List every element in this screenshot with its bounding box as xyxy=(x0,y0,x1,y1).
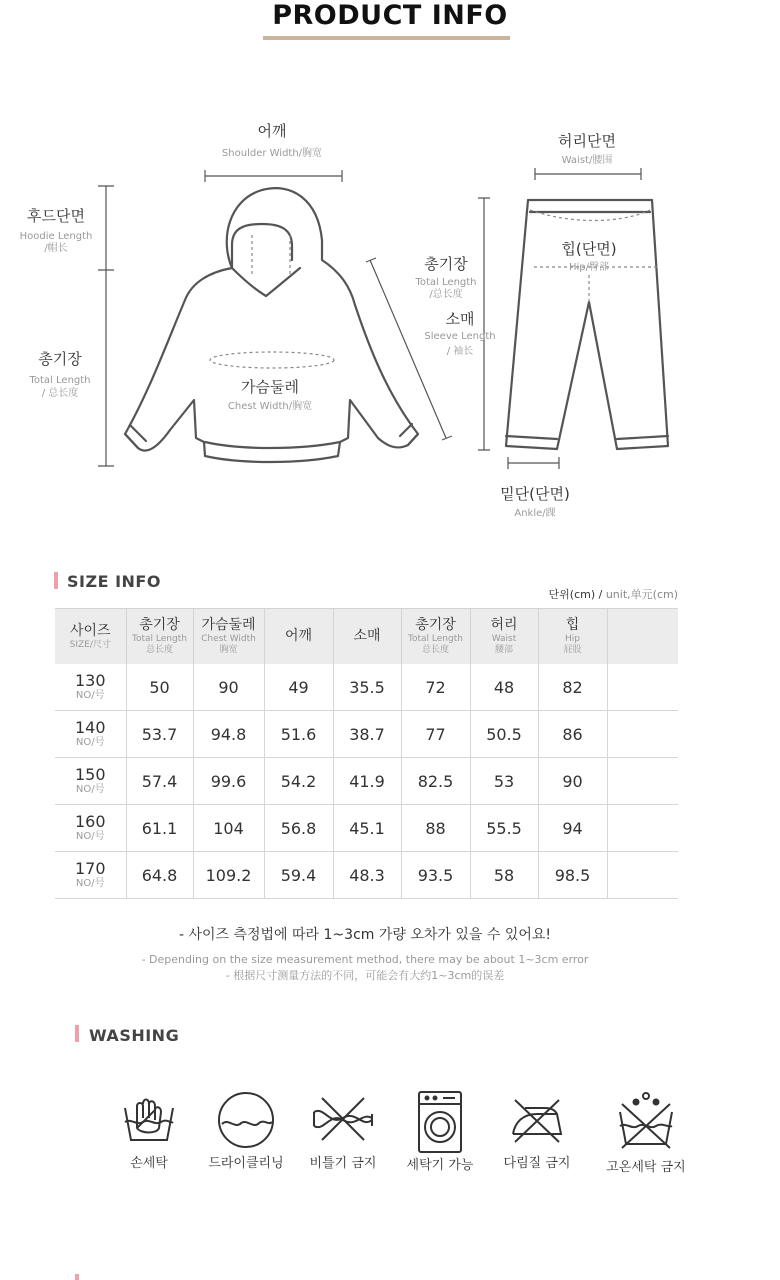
no-hot-wash-icon xyxy=(614,1090,678,1150)
table-cell: 93.5 xyxy=(401,852,470,899)
table-cell xyxy=(607,758,678,805)
washing-marker xyxy=(75,1025,79,1042)
wash-item-dry-clean xyxy=(196,1090,296,1171)
size-unit: NO/号 xyxy=(75,784,105,795)
header-waist: 허리 Waist 腰部 xyxy=(470,609,538,665)
table-row xyxy=(55,852,678,899)
unit-note-ko: 단위(cm) / xyxy=(548,588,603,601)
hip-label: 힙(단면) xyxy=(539,238,639,259)
hand-wash-icon xyxy=(119,1090,179,1146)
hip-label-en: Hip/臀部 xyxy=(568,262,609,273)
size-table-header xyxy=(55,609,678,665)
table-cell: 104 xyxy=(193,805,264,852)
no-iron-label: 다림질 금지 xyxy=(503,1156,571,1171)
table-cell: 88 xyxy=(401,805,470,852)
table-cell: 77 xyxy=(401,711,470,758)
table-cell: 49 xyxy=(264,664,333,711)
washing-machine-icon xyxy=(415,1090,465,1156)
table-cell: 61.1 xyxy=(126,805,193,852)
sleeve-label-cn: / 袖长 xyxy=(446,346,474,357)
wash-item-no-hot-wash xyxy=(594,1090,698,1175)
table-cell: 56.8 xyxy=(264,805,333,852)
size-unit: NO/号 xyxy=(75,737,105,748)
table-cell: 53.7 xyxy=(126,711,193,758)
table-cell: 50 xyxy=(126,664,193,711)
washing-title: WASHING xyxy=(89,1026,180,1045)
header-empty xyxy=(607,609,678,665)
table-cell: 82.5 xyxy=(401,758,470,805)
dry-clean-icon xyxy=(216,1090,276,1150)
size-cell xyxy=(55,664,126,711)
hood-inner xyxy=(232,224,292,268)
size-value: 140 xyxy=(74,718,106,737)
table-cell: 53 xyxy=(470,758,538,805)
table-cell: 59.4 xyxy=(264,852,333,899)
shoulder-measure-line xyxy=(205,170,342,182)
header-chest: 가슴둘레 Chest Width 胸宽 xyxy=(193,609,264,665)
table-cell: 99.6 xyxy=(193,758,264,805)
chest-dashed-line xyxy=(210,352,334,368)
title-underline xyxy=(263,36,510,40)
waist-label-en: Waist/腰围 xyxy=(561,155,613,166)
ankle-measure-line xyxy=(508,457,559,469)
shoulder-label-en: Shoulder Width/胸宽 xyxy=(221,148,323,159)
pants-total-label: 총기장 xyxy=(424,255,468,273)
table-cell xyxy=(607,664,678,711)
pants-total-label-en: Total Length xyxy=(415,277,477,288)
table-row xyxy=(55,711,678,758)
table-cell: 55.5 xyxy=(470,805,538,852)
hood-label-en: Hoodie Length xyxy=(19,231,93,242)
hood-label: 후드단면 xyxy=(27,207,85,225)
size-cell xyxy=(55,711,126,758)
header-shoulder: 어깨 xyxy=(264,609,333,665)
size-note-en: - Depending on the size measurement method, there may be about 1~3cm error xyxy=(141,953,589,966)
top-total-label: 총기장 xyxy=(38,350,82,368)
table-cell: 51.6 xyxy=(264,711,333,758)
shoulder-label: 어깨 xyxy=(257,122,287,140)
header-top-total: 총기장 Total Length 总长度 xyxy=(126,609,193,665)
top-total-label-en: Total Length xyxy=(29,375,91,386)
chest-label-en: Chest Width/胸宽 xyxy=(227,401,313,412)
size-table xyxy=(55,608,678,899)
size-unit: NO/号 xyxy=(75,690,105,701)
wash-item-hand-wash xyxy=(99,1090,199,1171)
hood-label-cn: /帽长 xyxy=(44,243,68,254)
wash-item-washing-machine xyxy=(390,1090,490,1173)
table-cell xyxy=(607,852,678,899)
garment-diagram xyxy=(0,100,780,540)
pants-right-hem xyxy=(617,436,668,439)
table-cell: 58 xyxy=(470,852,538,899)
table-row xyxy=(55,664,678,711)
size-cell xyxy=(55,805,126,852)
table-cell: 48.3 xyxy=(333,852,401,899)
size-value: 170 xyxy=(74,859,106,878)
sleeve-label: 소매 xyxy=(445,310,475,328)
washing-machine-label: 세탁기 가능 xyxy=(406,1158,474,1173)
header-pants-total: 총기장 Total Length 总长度 xyxy=(401,609,470,665)
size-unit: NO/号 xyxy=(75,831,105,842)
table-cell: 94.8 xyxy=(193,711,264,758)
table-cell: 54.2 xyxy=(264,758,333,805)
size-info-marker xyxy=(54,572,58,589)
wash-item-no-wring xyxy=(293,1090,393,1171)
table-cell: 64.8 xyxy=(126,852,193,899)
table-cell: 90 xyxy=(538,758,607,805)
table-cell: 41.9 xyxy=(333,758,401,805)
waist-measure-line xyxy=(535,168,641,180)
table-cell: 82 xyxy=(538,664,607,711)
table-row xyxy=(55,805,678,852)
table-cell: 94 xyxy=(538,805,607,852)
chest-label: 가슴둘레 xyxy=(241,378,299,396)
header-sleeve: 소매 xyxy=(333,609,401,665)
table-cell: 50.5 xyxy=(470,711,538,758)
top-total-label-cn: / 总长度 xyxy=(41,388,79,399)
hood-dashed-box xyxy=(252,235,290,275)
no-iron-icon xyxy=(507,1090,567,1146)
table-cell: 38.7 xyxy=(333,711,401,758)
left-length-measure-line xyxy=(98,186,114,466)
dry-clean-label: 드라이클리닝 xyxy=(208,1156,284,1171)
table-row xyxy=(55,758,678,805)
header-size: 사이즈 SIZE/尺寸 xyxy=(55,609,126,665)
table-cell xyxy=(607,711,678,758)
hand-wash-label: 손세탁 xyxy=(130,1156,168,1171)
pants-left-hem xyxy=(506,436,557,439)
right-cuff xyxy=(400,424,418,445)
table-cell xyxy=(607,805,678,852)
table-cell: 109.2 xyxy=(193,852,264,899)
ankle-label: 밑단(단면) xyxy=(500,485,570,503)
ankle-label-en: Ankle/踝 xyxy=(514,508,556,519)
next-section-marker xyxy=(75,1274,79,1280)
table-cell: 98.5 xyxy=(538,852,607,899)
table-cell: 90 xyxy=(193,664,264,711)
table-cell: 72 xyxy=(401,664,470,711)
page-title: PRODUCT INFO xyxy=(272,0,508,31)
table-cell: 45.1 xyxy=(333,805,401,852)
table-cell: 57.4 xyxy=(126,758,193,805)
table-cell: 35.5 xyxy=(333,664,401,711)
sleeve-label-en: Sleeve Length xyxy=(424,331,496,342)
wash-item-no-iron xyxy=(487,1090,587,1171)
waist-label: 허리단면 xyxy=(558,132,616,150)
no-hot-wash-label: 고온세탁 금지 xyxy=(606,1160,686,1175)
header-hip: 힙 Hip 屁股 xyxy=(538,609,607,665)
size-info-title: SIZE INFO xyxy=(67,572,161,591)
size-note-cn: - 根据尺寸测量方法的不同，可能会有大约1~3cm的误差 xyxy=(225,969,505,982)
table-cell: 48 xyxy=(470,664,538,711)
size-note-ko: - 사이즈 측정법에 따라 1~3cm 가량 오차가 있을 수 있어요! xyxy=(178,927,552,943)
unit-note-en: unit,单元(cm) xyxy=(602,588,678,601)
size-cell xyxy=(55,852,126,899)
size-value: 130 xyxy=(74,671,106,690)
no-wring-icon xyxy=(310,1090,376,1146)
table-cell: 86 xyxy=(538,711,607,758)
pants-total-label-cn: /总长度 xyxy=(429,289,463,300)
hoodie-outline xyxy=(125,188,418,462)
size-unit: NO/号 xyxy=(75,878,105,889)
size-cell xyxy=(55,758,126,805)
no-wring-label: 비틀기 금지 xyxy=(309,1156,377,1171)
size-value: 150 xyxy=(74,765,106,784)
waistband xyxy=(205,442,340,448)
size-value: 160 xyxy=(74,812,106,831)
unit-note xyxy=(549,586,678,602)
